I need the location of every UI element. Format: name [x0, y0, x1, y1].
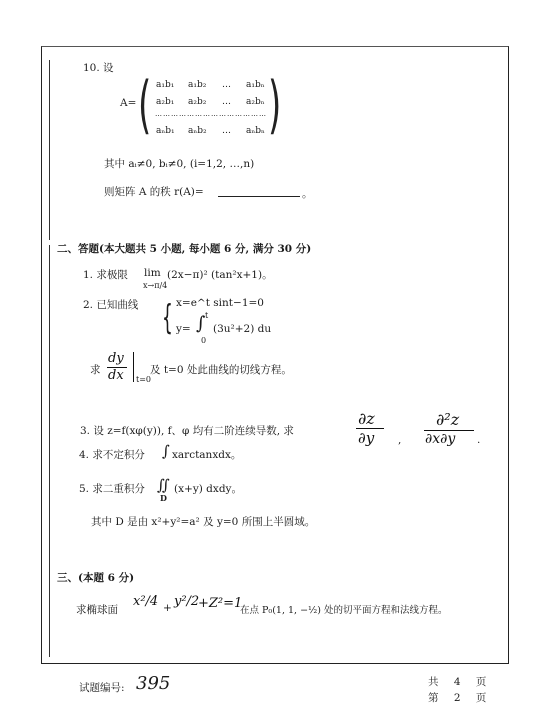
- q1-expr: (2x−π)² (tan²x+1)。: [167, 269, 273, 281]
- matrix-cell: a₂b₂: [188, 97, 207, 107]
- right-paren: ): [268, 68, 282, 141]
- q5-expr: (x+y) dxdy。: [174, 483, 242, 495]
- q3-text: 3. 设 z=f(xφ(y)), f、φ 均有二阶连续导数, 求: [80, 425, 294, 437]
- q10-rank-question: 则矩阵 A 的秩 r(A)=: [104, 186, 204, 198]
- sec3-prefix: 求椭球面: [76, 604, 118, 616]
- q2-ask-prefix: 求: [90, 364, 101, 376]
- q2-eq2-body: (3u²+2) du: [213, 323, 272, 335]
- handwritten-d2z: ∂²z: [436, 410, 460, 429]
- q10-label: 10. 设: [83, 62, 114, 74]
- q5-note: 其中 D 是由 x²+y²=a² 及 y=0 所围上半圆域。: [91, 516, 316, 528]
- margin-line: [49, 60, 50, 240]
- matrix-cell: …: [222, 97, 231, 107]
- page-number: 第 2 页: [428, 692, 493, 704]
- eval-at: t=0: [136, 375, 152, 384]
- eval-bar: [133, 352, 134, 382]
- matrix-lhs: A=: [120, 97, 137, 109]
- sec3-plus: +: [163, 602, 172, 614]
- q5-prefix: 5. 求二重积分: [79, 483, 145, 495]
- q2-ask-suffix: 及 t=0 处此曲线的切线方程。: [150, 364, 292, 376]
- q1-lim: lim: [144, 267, 161, 279]
- exam-code-label: 试题编号:: [79, 682, 125, 694]
- handwritten-dxdy: ∂x∂y: [425, 431, 456, 447]
- q3-sep: ,: [398, 434, 402, 446]
- q2-eq2-lhs: y=: [176, 323, 191, 335]
- handwritten-y-term: y²/2: [174, 594, 200, 609]
- answer-blank[interactable]: [218, 196, 300, 197]
- section-2-header: 二、答题(本大题共 5 小题, 每小题 6 分, 满分 30 分): [57, 243, 312, 255]
- q10-rank-end: 。: [302, 188, 313, 200]
- handwritten-dz: ∂z: [358, 409, 375, 428]
- matrix-cell: a₂b₁: [156, 97, 175, 107]
- double-integral-sign: ∬: [157, 476, 170, 494]
- total-pages: 共 4 页: [428, 676, 493, 688]
- q4-prefix: 4. 求不定积分: [79, 449, 145, 461]
- matrix-dots-row: ……………………………………: [155, 110, 267, 118]
- margin-line: [49, 245, 50, 657]
- system-brace: {: [162, 298, 173, 338]
- exam-code-value: 395: [136, 673, 171, 694]
- matrix-cell: a₁b₂: [188, 80, 207, 90]
- integral-sign: ∫: [162, 442, 170, 460]
- left-paren: (: [138, 68, 152, 141]
- matrix-cell: a₁bₙ: [246, 80, 265, 90]
- q2-prefix: 2. 已知曲线: [83, 299, 139, 311]
- sec3-suffix: 在点 P₀(1, 1, −½) 处的切平面方程和法线方程。: [240, 605, 448, 616]
- matrix-cell: aₙb₂: [188, 126, 207, 136]
- integral-region: D: [160, 493, 167, 503]
- q2-eq1: x=e^t sint−1=0: [176, 297, 264, 309]
- handwritten-z-term: +Z²=1: [198, 596, 243, 611]
- section-3-header: 三、(本题 6 分): [57, 572, 135, 584]
- handwritten-dx: dx: [108, 368, 124, 383]
- matrix-cell: aₙb₁: [156, 126, 175, 136]
- handwritten-dy: dy: [108, 351, 124, 366]
- q10-condition: 其中 aᵢ≠0, bᵢ≠0, (i=1,2, …,n): [104, 158, 255, 170]
- matrix-cell: aₙbₙ: [246, 126, 265, 136]
- q1-lim-sub: x→π/4: [143, 281, 168, 290]
- integral-lower: 0: [201, 336, 207, 345]
- matrix-cell: …: [222, 80, 231, 90]
- matrix-cell: …: [222, 126, 231, 136]
- q4-expr: xarctanxdx。: [172, 449, 242, 461]
- integral-sign: ∫: [196, 313, 206, 334]
- q3-end: .: [477, 434, 481, 446]
- matrix-cell: a₁b₁: [156, 80, 175, 90]
- matrix-cell: a₂bₙ: [246, 97, 265, 107]
- integral-upper: t: [205, 311, 209, 320]
- handwritten-dy-den: ∂y: [358, 429, 375, 447]
- q1-prefix: 1. 求极限: [83, 269, 128, 281]
- handwritten-x-term: x²/4: [133, 594, 159, 609]
